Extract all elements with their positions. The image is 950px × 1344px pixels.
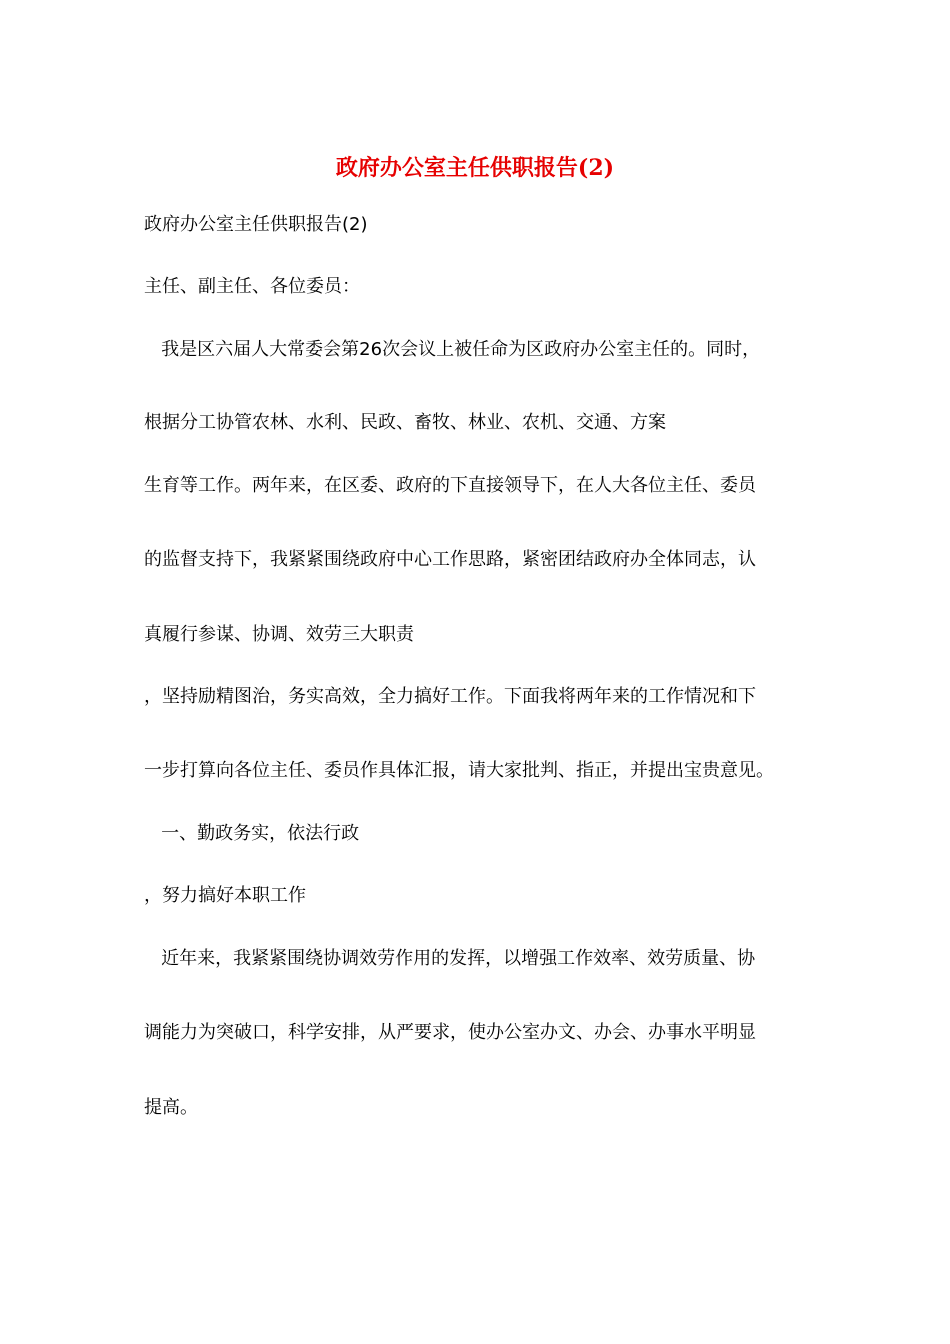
text-line: ，努力搞好本职工作	[144, 885, 306, 906]
text-line: 调能力为突破口，科学安排，从严要求，使办公室办文、办会、办事水平明显	[144, 1022, 756, 1043]
text-line: 的监督支持下，我紧紧围绕政府中心工作思路，紧密团结政府办全体同志，认	[144, 549, 756, 570]
text-line: 提高。	[144, 1097, 198, 1118]
text-line-salutation: 主任、副主任、各位委员：	[144, 276, 360, 297]
text-line: ，坚持励精图治，务实高效，全力搞好工作。下面我将两年来的工作情况和下	[144, 686, 756, 707]
text-line: 根据分工协管农林、水利、民政、畜牧、林业、农机、交通、方案	[144, 412, 666, 433]
text-line: 生育等工作。两年来，在区委、政府的下直接领导下，在人大各位主任、委员	[144, 475, 756, 496]
text-line-subtitle: 政府办公室主任供职报告(2)	[144, 214, 368, 235]
section-heading: 一、勤政务实，依法行政	[144, 823, 360, 844]
text-line: 真履行参谋、协调、效劳三大职责	[144, 624, 414, 645]
text-line: 近年来，我紧紧围绕协调效劳作用的发挥，以增强工作效率、效劳质量、协	[144, 948, 756, 969]
document-title: 政府办公室主任供职报告(2)	[335, 155, 615, 181]
text-line: 我是区六届人大常委会第26次会议上被任命为区政府办公室主任的。同时，	[144, 339, 761, 360]
text-line: 一步打算向各位主任、委员作具体汇报，请大家批判、指正，并提出宝贵意见。	[144, 760, 774, 781]
